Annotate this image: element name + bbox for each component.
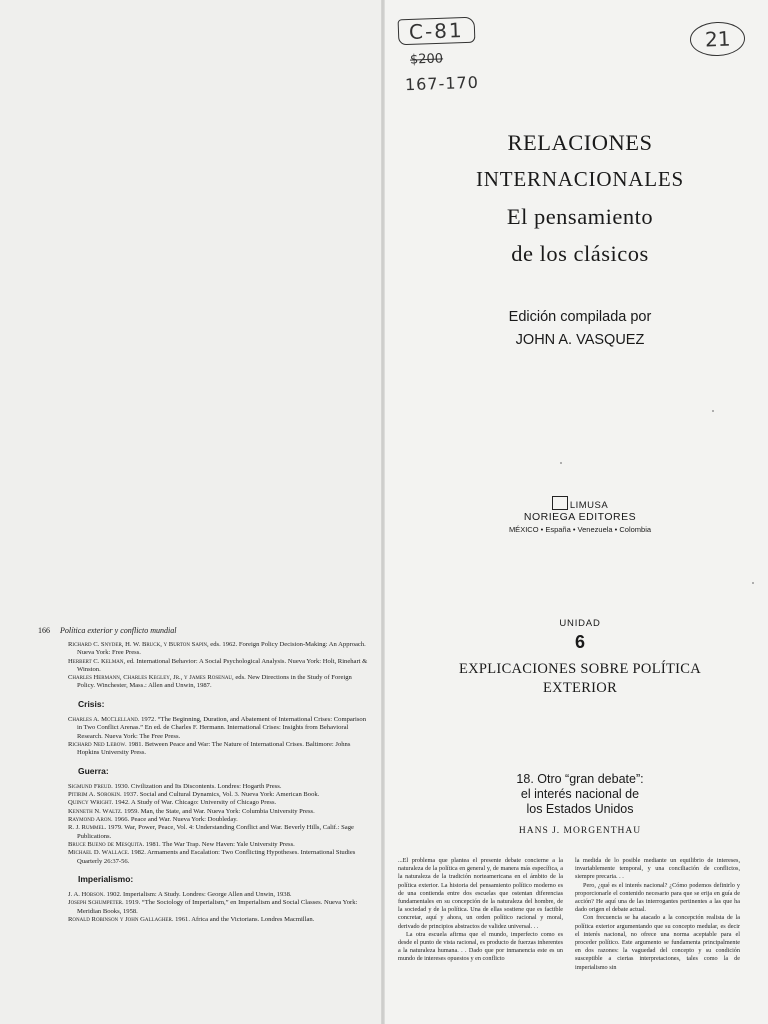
reference-entry	[68, 641, 368, 658]
reference-entry	[68, 783, 368, 791]
reference-entry	[68, 674, 368, 691]
scan-speck	[560, 462, 562, 464]
section-heading-crisis: Crisis:	[78, 698, 105, 709]
reference-text: 1959. Man, the State, and War. Nueva York: Columbia University Press.	[122, 807, 315, 815]
reference-authors: Charles A. McClelland.	[68, 716, 140, 724]
article-title-line-1: 18. Otro “gran debate”:	[516, 772, 644, 786]
book-gutter	[381, 0, 385, 1024]
reference-authors: Joseph Schumpeter.	[68, 899, 124, 907]
reference-text: 1902. Imperialism: A Study. Londres: George Allen and Unwin, 1938.	[104, 891, 292, 899]
reference-text: 1979. War, Power, Peace, Vol. 4: Understanding Conflict and War. Beverly Hills, Calif.: Sage Publications.	[77, 824, 354, 840]
reference-text: 1982. Armaments and Escalation: Two Conflicting Hypotheses. International Studies Quarterly 26:37-56.	[77, 849, 356, 865]
publisher-countries: MÉXICO • España • Venezuela • Colombia	[508, 525, 652, 534]
reference-text: ed. International Behavior: A Social Psychological Analysis. Nueva York: Holt, Rinehart & Winston.	[77, 657, 368, 673]
reference-entry	[68, 899, 368, 916]
editor-name: JOHN A. VASQUEZ	[515, 332, 645, 348]
reference-text: 1981. Between Peace and War: The Nature of International Crises. Baltimore: Johns Hopkins University Press.	[77, 740, 351, 757]
reference-list	[68, 641, 368, 924]
reference-authors: Ronald Robinson y John Gallagher.	[68, 916, 174, 924]
paragraph: la medida de lo posible mediante un equilibrio de intereses, invariablemente temporal, y una conciliación de conflictos, siempre precaria. . .	[575, 857, 740, 881]
handwritten-circled-number: 21	[689, 21, 746, 57]
running-head	[38, 626, 176, 635]
scan-speck	[712, 410, 714, 412]
reference-entry	[68, 824, 368, 841]
section-heading-imperialismo: Imperialismo:	[78, 873, 134, 884]
article-title	[450, 772, 710, 817]
reference-authors: Herbert C. Kelman,	[68, 657, 126, 665]
reference-text: 1966. Peace and War. Nueva York: Doubleday.	[112, 816, 238, 824]
reference-entry	[68, 816, 368, 824]
paragraph: Pero, ¿qué es el interés nacional? ¿Cómo podemos definirlo y proporcionarle el contenido necesario para que se erija en guía de acción? He aquí una de las interrogantes pertinentes a las que ha dado origen el debate actual.	[575, 881, 740, 914]
article-author: HANS J. MORGENTHAU	[518, 826, 642, 836]
unit-title	[440, 660, 720, 698]
running-title: Política exterior y conflicto mundial	[60, 626, 177, 635]
intro-refs	[68, 641, 368, 691]
reference-text: 1919. “The Sociology of Imperialism,” en Imperialism and Social Classes. Nueva York: Meridian Books, 1958.	[77, 899, 358, 915]
handwritten-catalog-note: C-81	[398, 17, 476, 46]
reference-text: 1937. Social and Cultural Dynamics, Vol. 3. Nueva York: American Book.	[121, 791, 320, 799]
edition-credit	[440, 306, 720, 352]
unit-label: UNIDAD	[559, 618, 601, 629]
unit-title-line-2: EXTERIOR	[542, 680, 618, 696]
reference-entry	[68, 716, 368, 741]
limusa-logo-icon	[552, 496, 568, 510]
reference-entry	[68, 916, 368, 924]
paragraph: ...El problema que plantea el presente debate concierne a la naturaleza de la política en general y, de manera más específica, a la naturaleza de la tradición norteamericana en el ámbito de la política exterior. La historia del pensamiento político moderno es de una contienda entre dos escuelas que ostentan diferencias fundamentales en su concepción de la naturaleza del hombre, de la sociedad y de la política. Una de ellas sostiene que es factible concretar, aquí y ahora, un orden político racional y moral, derivado de principios abstractos de validez universal. . .	[398, 857, 563, 930]
reference-entry	[68, 891, 368, 899]
unit-heading	[440, 618, 720, 655]
reference-text: 1930. Civilization and Its Discontents. Londres: Hogarth Press.	[112, 782, 282, 790]
reference-authors: J. A. Hobson.	[68, 891, 105, 899]
reference-entry	[68, 741, 368, 758]
imperialismo-refs	[68, 891, 368, 924]
publisher-name: NORIEGA EDITORES	[523, 511, 637, 523]
publisher-block	[440, 496, 720, 536]
page-number: 166	[38, 626, 50, 635]
section-heading-guerra: Guerra:	[78, 765, 109, 776]
title-line-3: El pensamiento	[506, 204, 654, 229]
reference-entry	[68, 791, 368, 799]
publisher-logo-text: LIMUSA	[569, 500, 609, 511]
reference-authors: Bruce Bueno de Mesquita.	[68, 840, 145, 848]
reference-entry	[68, 849, 368, 866]
reference-text: 1942. A Study of War. Chicago: University of Chicago Press.	[113, 799, 277, 807]
book-title	[440, 124, 720, 272]
article-title-line-3: los Estados Unidos	[526, 802, 634, 816]
publisher-logo	[440, 496, 720, 511]
reference-authors: Quincy Wright.	[68, 799, 114, 807]
crisis-refs	[68, 716, 368, 757]
reference-authors: R. J. Rummel.	[68, 824, 107, 832]
handwritten-page-range: 167-170	[404, 72, 480, 95]
reference-entry	[68, 658, 368, 675]
article-title-line-2: el interés nacional de	[520, 787, 640, 801]
reference-text: 1981. The War Trap. New Haven: Yale University Press.	[144, 840, 295, 848]
reference-authors: Michael D. Wallace.	[68, 849, 130, 857]
reference-authors: Kenneth N. Waltz.	[68, 807, 123, 815]
reference-text: 1961. Africa and the Victorians. Londres Macmillan.	[173, 916, 315, 924]
reference-text: 1972. “The Beginning, Duration, and Abatement of International Crises: Comparison in Two Conflict Arenas.” En ed. de Charles F. Hermann. International Crises: Insights from Behavioral Research. Nueva York: The Free Press.	[77, 716, 367, 740]
reference-authors: Richard C. Snyder, H. W. Bruck, y Burton Sapin,	[68, 641, 209, 648]
reference-text: eds. New Directions in the Study of Foreign Policy. Winchester, Mass.: Allen and Unwin, 1987.	[77, 674, 352, 690]
reference-authors: Pitirim A. Sorokin.	[68, 791, 122, 799]
unit-number: 6	[574, 632, 585, 652]
reference-authors: Richard Ned Lebow.	[68, 740, 127, 748]
title-line-4: de los clásicos	[511, 241, 649, 266]
body-column-2	[575, 857, 740, 972]
reference-authors: Charles Hermann, Charles Kegley, Jr., y James Rosenau,	[68, 674, 234, 682]
paragraph: La otra escuela afirma que el mundo, imperfecto como es desde el punto de vista racional, es producto de fuerzas inherentes a la naturaleza humana. . . Dado que por inmanencia este es un mundo de intereses opuestos y en conflicto	[398, 930, 563, 963]
handwritten-price: $200	[409, 51, 444, 68]
reference-entry	[68, 841, 368, 849]
reference-entry	[68, 799, 368, 807]
guerra-refs	[68, 783, 368, 866]
title-line-1: RELACIONES	[507, 130, 653, 155]
body-column-1	[398, 857, 563, 972]
reference-entry	[68, 808, 368, 816]
reference-authors: Sigmund Freud.	[68, 782, 113, 790]
paragraph: Con frecuencia se ha atacado a la concepción realista de la política exterior argumentando que su concepto medular, es decir el interés nacional, no ofrece una norma aceptable para el proceder político. Este argumento se fundamenta principalmente en dos razones: la vaguedad del concepto y su condición susceptible a ciertas interpretaciones, tales como la de imperialismo sin	[575, 914, 740, 971]
edition-label: Edición compilada por	[508, 309, 652, 325]
reference-authors: Raymond Aron.	[68, 816, 113, 824]
title-line-2: INTERNACIONALES	[476, 167, 684, 191]
scan-speck	[752, 582, 754, 584]
unit-title-line-1: EXPLICACIONES SOBRE POLÍTICA	[458, 661, 702, 677]
reference-text: eds. 1962. Foreign Policy Decision-Making: An Approach. Nueva York: Free Press.	[77, 641, 366, 657]
article-body	[398, 857, 740, 972]
